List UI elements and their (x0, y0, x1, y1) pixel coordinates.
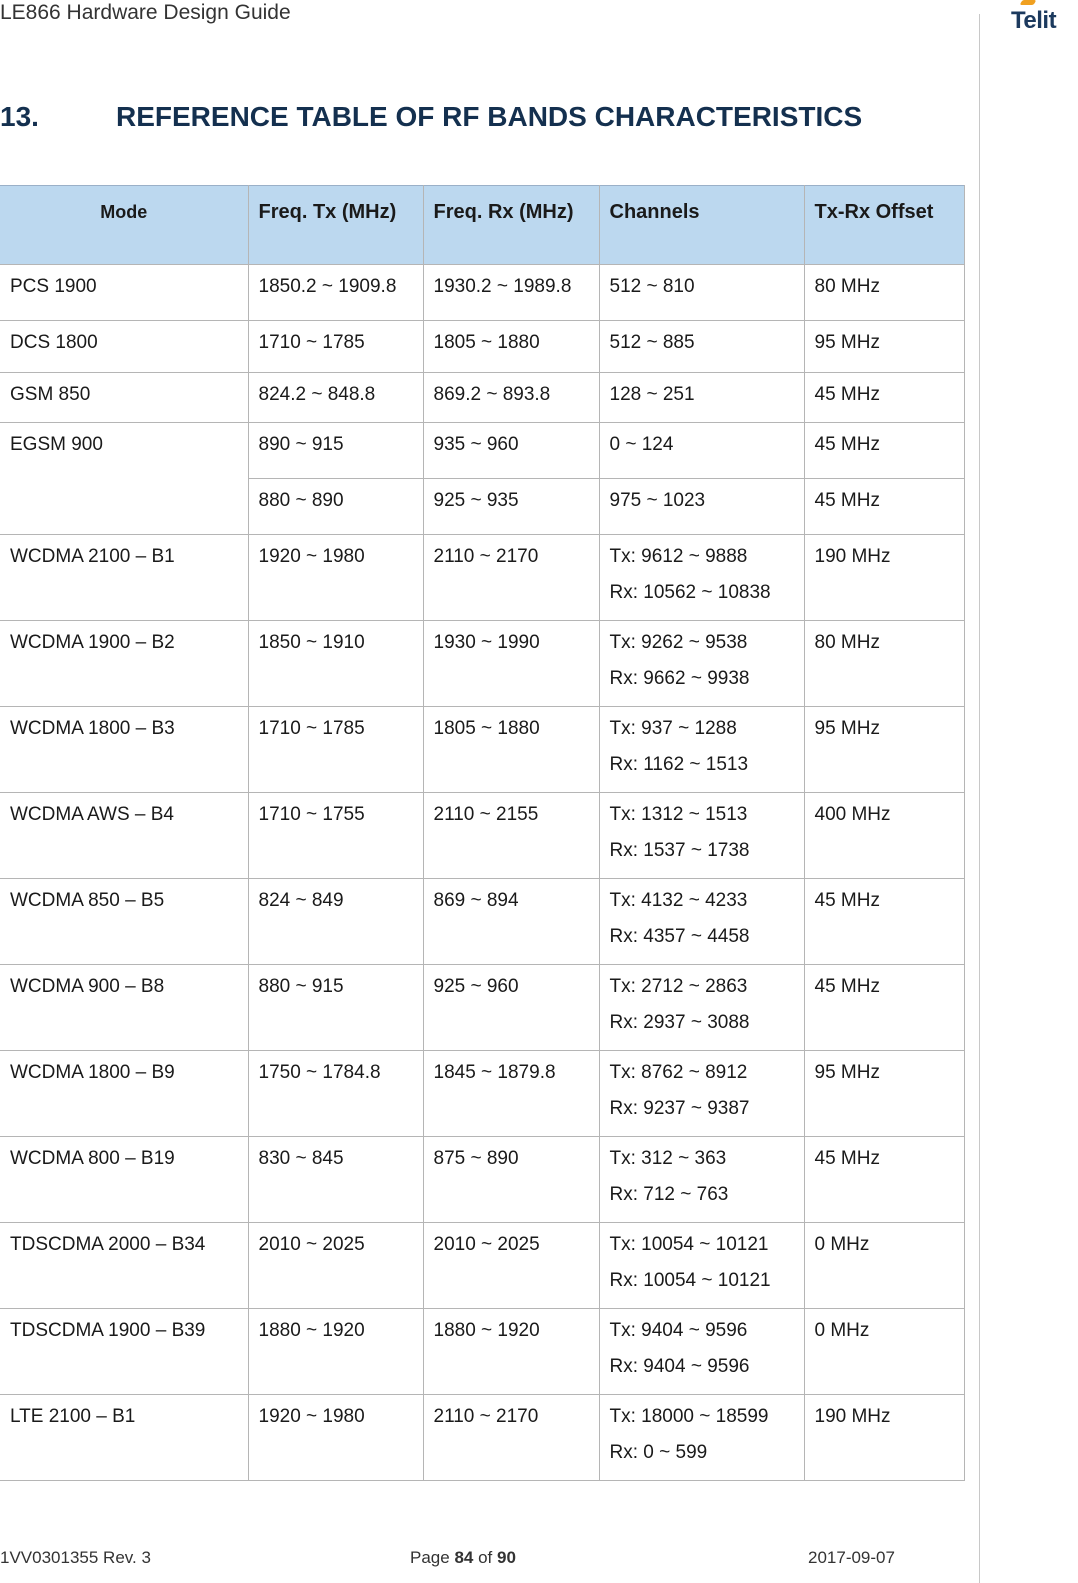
table-row (0, 1223, 964, 1309)
cell-freq-tx: 1850 ~ 1910 (248, 621, 423, 707)
cell-offset: 45 MHz (804, 965, 964, 1051)
cell-channels (599, 1137, 804, 1223)
footer-page-number (410, 1548, 516, 1568)
cell-offset: 45 MHz (804, 479, 964, 535)
cell-freq-rx: 1930.2 ~ 1989.8 (423, 265, 599, 321)
cell-offset: 45 MHz (804, 879, 964, 965)
cell-mode: PCS 1900 (0, 265, 248, 321)
cell-freq-rx: 2110 ~ 2170 (423, 535, 599, 621)
page-current: 84 (454, 1548, 474, 1567)
channels-tx: Tx: 9262 ~ 9538 (609, 632, 748, 653)
cell-channels (599, 621, 804, 707)
telit-logo (1011, 0, 1073, 40)
table-row (0, 535, 964, 621)
cell-freq-rx: 869.2 ~ 893.8 (423, 373, 599, 423)
cell-channels: 975 ~ 1023 (599, 479, 804, 535)
cell-mode: WCDMA 1800 – B3 (0, 707, 248, 793)
table-row (0, 1051, 964, 1137)
cell-offset: 45 MHz (804, 1137, 964, 1223)
cell-mode: WCDMA 800 – B19 (0, 1137, 248, 1223)
cell-freq-tx: 1750 ~ 1784.8 (248, 1051, 423, 1137)
cell-freq-rx: 1880 ~ 1920 (423, 1309, 599, 1395)
cell-offset: 0 MHz (804, 1223, 964, 1309)
page-prefix: Page (410, 1548, 455, 1567)
cell-channels (599, 1051, 804, 1137)
cell-channels (599, 793, 804, 879)
cell-mode: TDSCDMA 2000 – B34 (0, 1223, 248, 1309)
cell-channels (599, 1395, 804, 1481)
cell-freq-rx: 2110 ~ 2170 (423, 1395, 599, 1481)
cell-freq-rx: 2010 ~ 2025 (423, 1223, 599, 1309)
table-row (0, 965, 964, 1051)
table-header-row (0, 186, 964, 265)
cell-offset: 95 MHz (804, 1051, 964, 1137)
cell-freq-tx: 1880 ~ 1920 (248, 1309, 423, 1395)
footer-date: 2017-09-07 (808, 1548, 895, 1567)
channels-tx: Tx: 937 ~ 1288 (609, 718, 737, 739)
cell-freq-rx: 1930 ~ 1990 (423, 621, 599, 707)
channels-rx: Rx: 9662 ~ 9938 (609, 668, 750, 689)
column-header-channels: Channels (599, 186, 804, 265)
channels-tx: Tx: 9612 ~ 9888 (609, 546, 748, 567)
cell-offset: 80 MHz (804, 621, 964, 707)
table-row (0, 1395, 964, 1481)
table-row (0, 621, 964, 707)
channels-tx: Tx: 4132 ~ 4233 (609, 890, 748, 911)
page-of: of (473, 1548, 497, 1567)
cell-freq-tx: 1920 ~ 1980 (248, 535, 423, 621)
channels-rx: Rx: 10054 ~ 10121 (609, 1270, 771, 1291)
cell-freq-tx: 1710 ~ 1785 (248, 707, 423, 793)
table-row (0, 1309, 964, 1395)
cell-mode: WCDMA AWS – B4 (0, 793, 248, 879)
cell-freq-tx: 1920 ~ 1980 (248, 1395, 423, 1481)
rf-bands-table (0, 185, 965, 1481)
column-header-freq-tx: Freq. Tx (MHz) (248, 186, 423, 265)
cell-channels: 128 ~ 251 (599, 373, 804, 423)
table-row (0, 793, 964, 879)
table-row (0, 373, 964, 423)
logo-text: Telit (1011, 7, 1057, 34)
channels-rx: Rx: 10562 ~ 10838 (609, 582, 771, 603)
cell-freq-tx: 880 ~ 890 (248, 479, 423, 535)
cell-offset: 95 MHz (804, 321, 964, 373)
channels-rx: Rx: 712 ~ 763 (609, 1184, 729, 1205)
cell-channels (599, 707, 804, 793)
cell-mode: TDSCDMA 1900 – B39 (0, 1309, 248, 1395)
cell-freq-rx: 1845 ~ 1879.8 (423, 1051, 599, 1137)
cell-mode: LTE 2100 – B1 (0, 1395, 248, 1481)
cell-freq-rx: 925 ~ 935 (423, 479, 599, 535)
cell-freq-rx: 875 ~ 890 (423, 1137, 599, 1223)
cell-freq-tx: 824 ~ 849 (248, 879, 423, 965)
cell-offset: 190 MHz (804, 535, 964, 621)
table-row (0, 265, 964, 321)
cell-freq-rx: 1805 ~ 1880 (423, 321, 599, 373)
table-row (0, 423, 964, 479)
section-number: 13. (0, 101, 39, 132)
cell-mode: WCDMA 850 – B5 (0, 879, 248, 965)
channels-tx: Tx: 2712 ~ 2863 (609, 976, 748, 997)
cell-freq-tx: 2010 ~ 2025 (248, 1223, 423, 1309)
cell-freq-tx: 890 ~ 915 (248, 423, 423, 479)
page-margin-rule (979, 14, 980, 1583)
channels-tx: Tx: 9404 ~ 9596 (609, 1320, 748, 1341)
cell-mode: WCDMA 900 – B8 (0, 965, 248, 1051)
cell-channels: 512 ~ 885 (599, 321, 804, 373)
channels-rx: Rx: 9237 ~ 9387 (609, 1098, 750, 1119)
cell-offset: 400 MHz (804, 793, 964, 879)
cell-mode: GSM 850 (0, 373, 248, 423)
channels-rx: Rx: 4357 ~ 4458 (609, 926, 750, 947)
cell-channels (599, 1309, 804, 1395)
footer-doc-id: 1VV0301355 Rev. 3 (0, 1548, 151, 1567)
cell-channels (599, 879, 804, 965)
cell-channels: 0 ~ 124 (599, 423, 804, 479)
cell-freq-tx: 824.2 ~ 848.8 (248, 373, 423, 423)
channels-rx: Rx: 9404 ~ 9596 (609, 1356, 750, 1377)
channels-rx: Rx: 1162 ~ 1513 (609, 754, 749, 775)
channels-tx: Tx: 10054 ~ 10121 (609, 1234, 769, 1255)
cell-freq-tx: 1710 ~ 1755 (248, 793, 423, 879)
cell-channels: 512 ~ 810 (599, 265, 804, 321)
cell-freq-rx: 925 ~ 960 (423, 965, 599, 1051)
cell-offset: 95 MHz (804, 707, 964, 793)
table-row (0, 321, 964, 373)
page-total: 90 (496, 1548, 516, 1567)
cell-freq-tx: 830 ~ 845 (248, 1137, 423, 1223)
cell-freq-rx: 2110 ~ 2155 (423, 793, 599, 879)
cell-freq-tx: 880 ~ 915 (248, 965, 423, 1051)
cell-channels (599, 1223, 804, 1309)
cell-mode: DCS 1800 (0, 321, 248, 373)
section-title: REFERENCE TABLE OF RF BANDS CHARACTERISTICS (116, 101, 863, 132)
channels-tx: Tx: 1312 ~ 1513 (609, 804, 748, 825)
cell-freq-tx: 1710 ~ 1785 (248, 321, 423, 373)
cell-channels (599, 535, 804, 621)
cell-freq-rx: 1805 ~ 1880 (423, 707, 599, 793)
cell-freq-tx: 1850.2 ~ 1909.8 (248, 265, 423, 321)
channels-rx: Rx: 0 ~ 599 (609, 1442, 708, 1463)
cell-offset: 0 MHz (804, 1309, 964, 1395)
column-header-mode: Mode (0, 186, 248, 265)
table-row (0, 879, 964, 965)
cell-mode: EGSM 900 (0, 423, 248, 535)
cell-mode: WCDMA 1900 – B2 (0, 621, 248, 707)
document-header-title: LE866 Hardware Design Guide (0, 1, 291, 24)
cell-channels (599, 965, 804, 1051)
cell-offset: 45 MHz (804, 423, 964, 479)
cell-offset: 45 MHz (804, 373, 964, 423)
cell-freq-rx: 935 ~ 960 (423, 423, 599, 479)
table-row (0, 1137, 964, 1223)
column-header-offset: Tx-Rx Offset (804, 186, 964, 265)
channels-tx: Tx: 8762 ~ 8912 (609, 1062, 748, 1083)
cell-mode: WCDMA 1800 – B9 (0, 1051, 248, 1137)
logo-accent-icon (1020, 0, 1037, 5)
cell-freq-rx: 869 ~ 894 (423, 879, 599, 965)
cell-offset: 80 MHz (804, 265, 964, 321)
channels-tx: Tx: 312 ~ 363 (609, 1148, 727, 1169)
column-header-freq-rx: Freq. Rx (MHz) (423, 186, 599, 265)
channels-tx: Tx: 18000 ~ 18599 (609, 1406, 769, 1427)
channels-rx: Rx: 2937 ~ 3088 (609, 1012, 750, 1033)
cell-mode: WCDMA 2100 – B1 (0, 535, 248, 621)
channels-rx: Rx: 1537 ~ 1738 (609, 840, 750, 861)
cell-offset: 190 MHz (804, 1395, 964, 1481)
table-row (0, 707, 964, 793)
